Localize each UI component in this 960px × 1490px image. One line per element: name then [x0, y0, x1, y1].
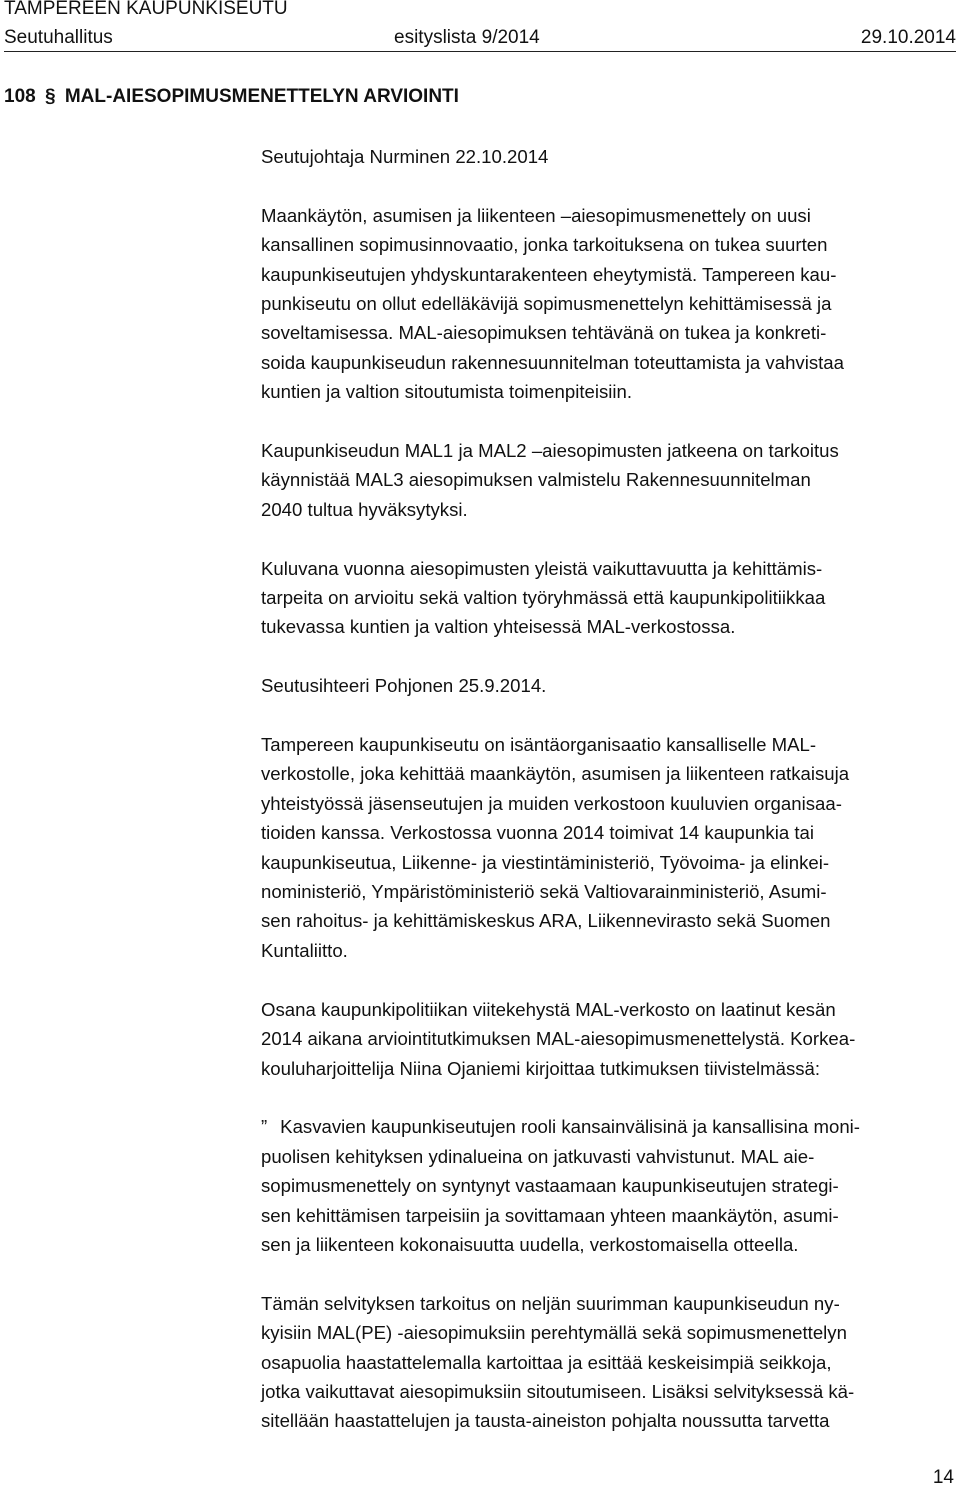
- header-divider: [4, 51, 956, 52]
- text-line: Tampereen kaupunkiseutu on isäntäorganisaatio kansalliselle MAL-: [261, 734, 817, 756]
- header-organization: TAMPEREEN KAUPUNKISEUTU: [4, 0, 288, 19]
- secretary-line: Seutusihteeri Pohjonen 25.9.2014.: [261, 675, 547, 697]
- quote-text: Kasvavien kaupunkiseutujen rooli kansainvälisinä ja kansallisina moni-: [280, 1116, 861, 1138]
- text-line: 2040 tultua hyväksytyksi.: [261, 498, 468, 520]
- quote-block: [261, 1112, 957, 1259]
- text-line: käynnistää MAL3 aiesopimuksen valmistelu Rakennesuunnitelman: [261, 469, 811, 491]
- text-line: Tämän selvityksen tarkoitus on neljän suurimman kaupunkiseudun ny-: [261, 1292, 840, 1314]
- text-line: sopimusmenettely on syntynyt vastaamaan kaupunkiseutujen strategi-: [261, 1175, 839, 1197]
- paragraph-3: [261, 554, 957, 642]
- text-line: osapuolia haastattelemalla kartoittaa ja esittää keskeisimpiä seikkoja,: [261, 1351, 832, 1373]
- spacer: [261, 407, 957, 436]
- spacer: [261, 642, 957, 671]
- paragraph-2: [261, 436, 957, 524]
- header-agenda: esityslista 9/2014: [394, 27, 540, 48]
- text-line: kaupunkiseutujen yhdyskuntarakenteen eheytymistä. Tampereen kau-: [261, 263, 837, 285]
- text-line: kansallinen sopimusinnovaatio, jonka tarkoituksena on tukea suurten: [261, 234, 828, 256]
- text-line: tukevassa kuntien ja valtion yhteisessä MAL-verkostossa.: [261, 616, 736, 638]
- text-line: puolisen kehityksen ydinalueina on jatkuvasti vahvistunut. MAL aie-: [261, 1145, 815, 1167]
- paragraph-4: [261, 730, 957, 965]
- spacer: [261, 1259, 957, 1288]
- page-number: 14: [932, 1467, 954, 1488]
- section-title-line: [4, 84, 459, 110]
- section-symbol: §: [44, 86, 56, 107]
- spacer: [261, 1083, 957, 1112]
- document-body: [261, 142, 957, 1436]
- spacer: [261, 171, 957, 200]
- paragraph-6: [261, 1289, 957, 1436]
- text-line: jotka vaikuttavat aiesopimuksiin sitoutumiseen. Lisäksi selvityksessä kä-: [261, 1380, 855, 1402]
- text-line: noministeriö, Ympäristöministeriö sekä Valtiovarainministeriö, Asumi-: [261, 881, 827, 903]
- header-body: Seutuhallitus: [4, 27, 113, 48]
- text-line: kyisiin MAL(PE) -aiesopimuksiin perehtymällä sekä sopimusmenettelyn: [261, 1322, 847, 1344]
- text-line: sen rahoitus- ja kehittämiskeskus ARA, Liikennevirasto sekä Suomen: [261, 910, 831, 932]
- text-line: Kuluvana vuonna aiesopimusten yleistä vaikuttavuutta ja kehittämis-: [261, 557, 823, 579]
- text-line: soveltamisessa. MAL-aiesopimuksen tehtävänä on tukea ja konkreti-: [261, 322, 827, 344]
- spacer: [261, 965, 957, 994]
- text-line: tioiden kanssa. Verkostossa vuonna 2014 toimivat 14 kaupunkia tai: [261, 822, 815, 844]
- text-line: soida kaupunkiseudun rakennesuunnitelman toteuttamista ja vahvistaa: [261, 351, 844, 373]
- quote-mark: ”: [261, 1116, 268, 1138]
- paragraph-5: [261, 995, 957, 1083]
- header-meta-row: [4, 26, 956, 50]
- text-line: tarpeita on arvioitu sekä valtion työryhmässä että kaupunkipolitiikkaa: [261, 587, 826, 609]
- text-line: Maankäytön, asumisen ja liikenteen –aiesopimusmenettely on uusi: [261, 204, 811, 226]
- text-line: kouluharjoittelija Niina Ojaniemi kirjoittaa tutkimuksen tiivistelmässä:: [261, 1057, 821, 1079]
- text-line: Kuntaliitto.: [261, 939, 348, 961]
- section-title: MAL-AIESOPIMUSMENETTELYN ARVIOINTI: [64, 86, 459, 107]
- text-line: Kaupunkiseudun MAL1 ja MAL2 –aiesopimusten jatkeena on tarkoitus: [261, 440, 839, 462]
- header-date: 29.10.2014: [860, 27, 956, 48]
- preparer-line: Seutujohtaja Nurminen 22.10.2014: [261, 146, 549, 167]
- text-line: 2014 aikana arviointitutkimuksen MAL-aiesopimusmenettelystä. Korkea-: [261, 1028, 856, 1050]
- text-line: kaupunkiseutua, Liikenne- ja viestintäministeriö, Työvoima- ja elinkei-: [261, 851, 830, 873]
- text-line: sen ja liikenteen kokonaisuutta uudella, verkostomaisella otteella.: [261, 1233, 799, 1255]
- spacer: [261, 701, 957, 730]
- paragraph-1: [261, 201, 957, 407]
- spacer: [261, 524, 957, 553]
- text-line: verkostolle, joka kehittää maankäytön, asumisen ja liikenteen ratkaisuja: [261, 763, 850, 785]
- text-line: sen kehittämisen tarpeisiin ja sovittamaan yhteen maankäytön, asumi-: [261, 1204, 839, 1226]
- text-line: yhteistyössä jäsenseutujen ja muiden verkostoon kuuluvien organisaa-: [261, 792, 842, 814]
- text-line: Osana kaupunkipolitiikan viitekehystä MAL-verkosto on laatinut kesän: [261, 998, 836, 1020]
- text-line: sitellään haastattelujen ja tausta-aineiston pohjalta noussutta tarvetta: [261, 1410, 830, 1432]
- section-number: 108: [4, 86, 36, 107]
- text-line: punkiseutu on ollut edelläkävijä sopimusmenettelyn kehittämisessä ja: [261, 293, 832, 315]
- text-line: kuntien ja valtion sitoutumista toimenpiteisiin.: [261, 381, 633, 403]
- text-line: [261, 1112, 957, 1141]
